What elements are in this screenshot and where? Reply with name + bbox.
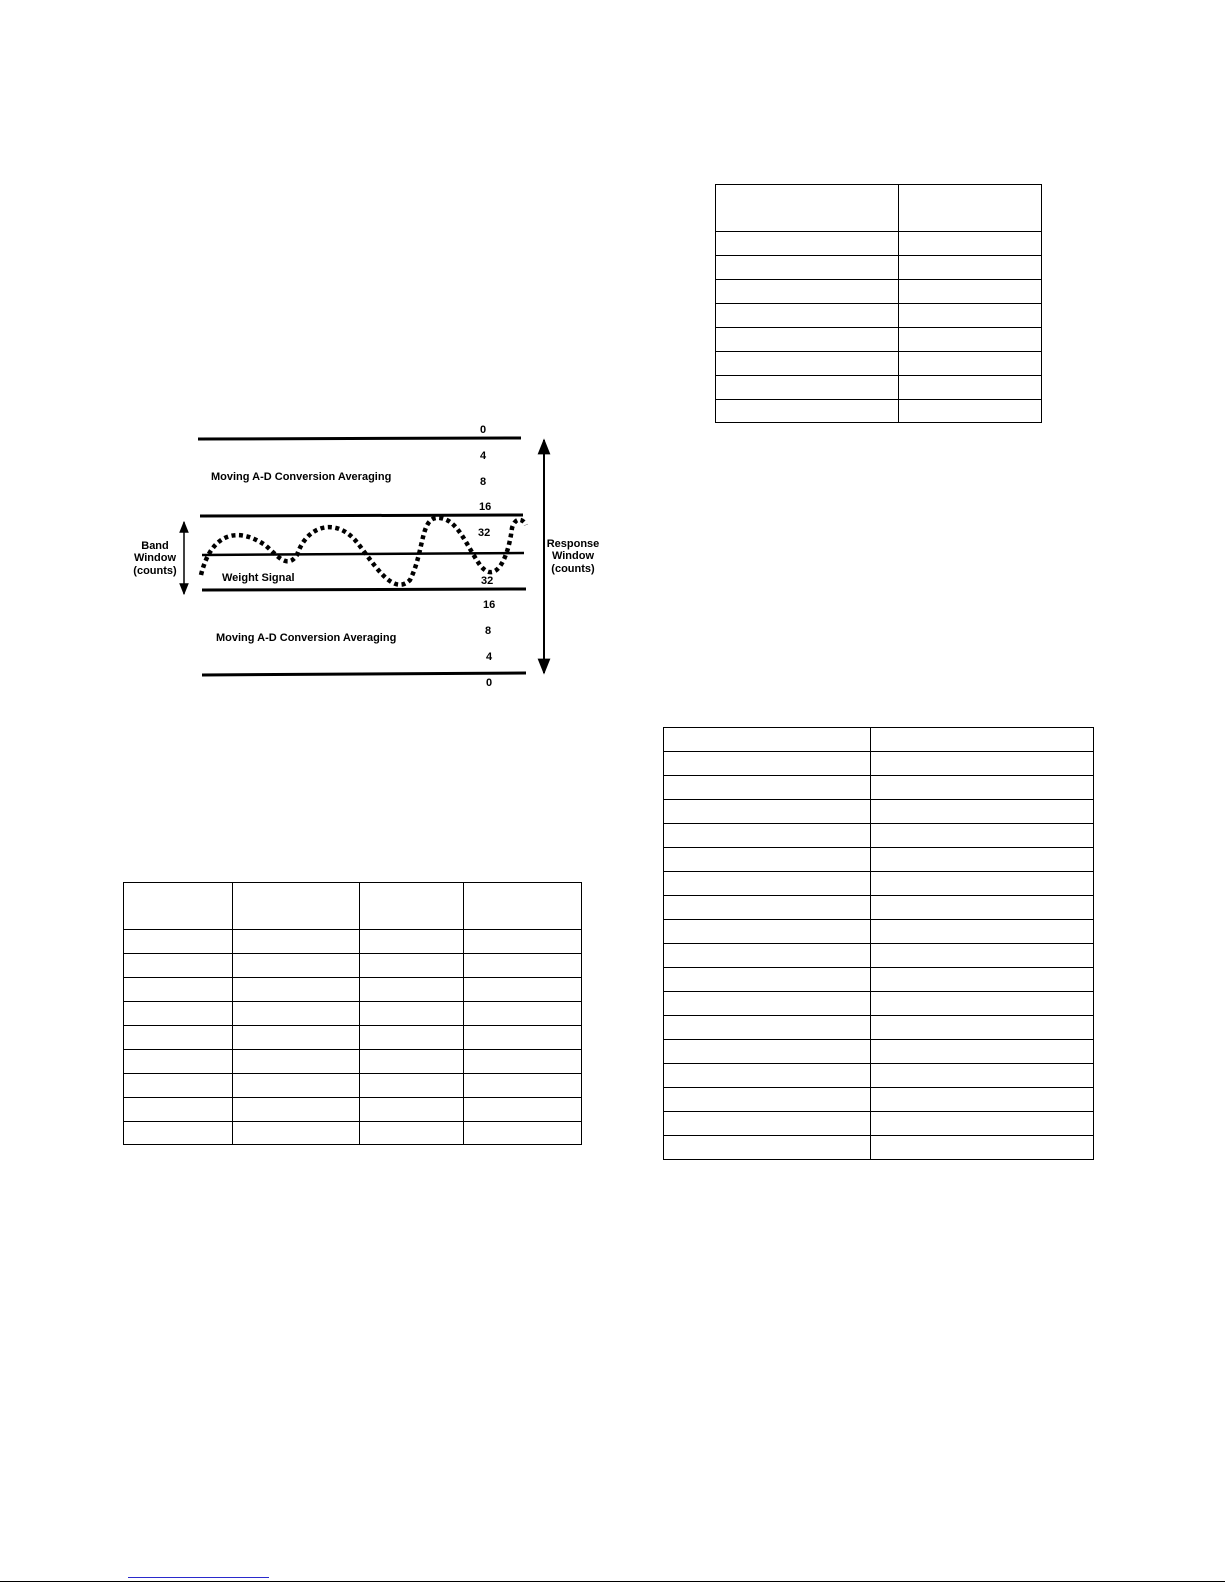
table-cell <box>899 256 1042 280</box>
band-window-label-line2: Window <box>133 552 177 564</box>
table-cell <box>664 1088 871 1112</box>
table-cell <box>664 824 871 848</box>
upper-scale-tick: 32 <box>478 527 491 539</box>
table-cell <box>899 328 1042 352</box>
table-cell <box>871 944 1094 968</box>
table-cell <box>664 968 871 992</box>
table-cell <box>871 896 1094 920</box>
response-window-label-line2: Window <box>551 550 595 562</box>
table-row <box>664 992 1094 1016</box>
table-cell <box>233 1002 360 1026</box>
bottom-boundary-line <box>202 673 526 675</box>
table-cell <box>124 1122 233 1145</box>
table-cell <box>716 185 899 232</box>
table-cell <box>464 1050 582 1074</box>
table-cell <box>871 1088 1094 1112</box>
table-a <box>715 184 1042 423</box>
table-cell <box>871 1064 1094 1088</box>
table-cell <box>871 1112 1094 1136</box>
upper-scale-tick: 4 <box>480 450 487 462</box>
table-row <box>664 1040 1094 1064</box>
table-cell <box>899 352 1042 376</box>
lower-scale-tick: 8 <box>485 625 492 637</box>
band-window-label-line1: Band <box>141 540 169 552</box>
table-row <box>664 872 1094 896</box>
table-cell <box>716 376 899 400</box>
table-cell <box>233 930 360 954</box>
table-cell <box>716 304 899 328</box>
table-cell <box>871 1040 1094 1064</box>
table-cell <box>464 1074 582 1098</box>
table-cell <box>899 376 1042 400</box>
table-row <box>716 232 1042 256</box>
table-cell <box>360 978 464 1002</box>
lower-scale-tick: 16 <box>483 599 496 611</box>
table-cell <box>464 883 582 930</box>
table-cell <box>899 185 1042 232</box>
weight-signal-label: Weight Signal <box>222 572 295 584</box>
table-row <box>664 1088 1094 1112</box>
table-cell <box>124 978 233 1002</box>
table-cell <box>664 920 871 944</box>
table-row <box>124 930 582 954</box>
table-row <box>664 752 1094 776</box>
table-row <box>664 1112 1094 1136</box>
table-cell <box>664 944 871 968</box>
table-cell <box>124 883 233 930</box>
table-cell <box>871 728 1094 752</box>
response-window-label-line1: Response <box>546 538 600 550</box>
table-cell <box>360 1050 464 1074</box>
table-cell <box>124 1050 233 1074</box>
table-cell <box>871 776 1094 800</box>
table-cell <box>124 1026 233 1050</box>
table-cell <box>664 1064 871 1088</box>
table-row <box>124 1002 582 1026</box>
table-row <box>664 848 1094 872</box>
table-cell <box>360 883 464 930</box>
table-row <box>124 1026 582 1050</box>
table-cell <box>664 776 871 800</box>
table-row <box>664 1064 1094 1088</box>
table-row <box>664 896 1094 920</box>
lower-scale-tick: 32 <box>481 575 494 587</box>
upper-band-line <box>200 515 523 516</box>
table-cell <box>360 1122 464 1145</box>
table-cell <box>124 954 233 978</box>
table-row <box>664 776 1094 800</box>
table-row <box>664 920 1094 944</box>
upper-scale-tick: 8 <box>480 476 487 488</box>
table-cell <box>664 1016 871 1040</box>
lower-scale-tick: 0 <box>486 677 493 689</box>
band-window-label-line3: (counts) <box>133 565 177 577</box>
table-cell <box>664 1040 871 1064</box>
table-cell <box>360 954 464 978</box>
table-cell <box>464 954 582 978</box>
table-cell <box>233 1050 360 1074</box>
table-b <box>123 882 582 1145</box>
table-cell <box>899 400 1042 423</box>
table-cell <box>716 352 899 376</box>
table-cell <box>664 1136 871 1160</box>
table-cell <box>233 1026 360 1050</box>
table-cell <box>124 930 233 954</box>
table-cell <box>233 1074 360 1098</box>
table-row <box>716 304 1042 328</box>
table-cell <box>233 978 360 1002</box>
table-cell <box>664 848 871 872</box>
table-cell <box>360 930 464 954</box>
table-cell <box>664 1112 871 1136</box>
table-cell <box>899 280 1042 304</box>
table-row <box>664 1136 1094 1160</box>
table-cell <box>871 800 1094 824</box>
table-cell <box>360 1002 464 1026</box>
table-cell <box>716 256 899 280</box>
table-cell <box>871 992 1094 1016</box>
table-cell <box>233 954 360 978</box>
table-cell <box>871 824 1094 848</box>
table-cell <box>124 1074 233 1098</box>
table-cell <box>899 304 1042 328</box>
table-cell <box>664 728 871 752</box>
table-row <box>664 824 1094 848</box>
table-row <box>664 944 1094 968</box>
table-row <box>716 376 1042 400</box>
table-cell <box>664 992 871 1016</box>
table-cell <box>871 920 1094 944</box>
table-cell <box>233 1098 360 1122</box>
lower-region-label: Moving A-D Conversion Averaging <box>216 632 397 644</box>
table-row <box>664 1016 1094 1040</box>
table-cell <box>360 1098 464 1122</box>
table-cell <box>464 1026 582 1050</box>
lower-band-line <box>202 589 526 590</box>
table-cell <box>464 978 582 1002</box>
table-row <box>124 1074 582 1098</box>
table-cell <box>716 280 899 304</box>
table-cell <box>464 1002 582 1026</box>
table-cell <box>233 883 360 930</box>
table-cell <box>124 1002 233 1026</box>
table-cell <box>871 848 1094 872</box>
table-row <box>124 1122 582 1145</box>
table-cell <box>664 872 871 896</box>
table-c <box>663 727 1094 1160</box>
footer-link-underline[interactable] <box>128 1577 269 1578</box>
table-cell <box>871 752 1094 776</box>
table-cell <box>871 872 1094 896</box>
table-row <box>124 1050 582 1074</box>
table-row <box>716 352 1042 376</box>
table-cell <box>233 1122 360 1145</box>
table-row <box>716 400 1042 423</box>
table-cell <box>716 328 899 352</box>
table-cell <box>360 1074 464 1098</box>
upper-region-label: Moving A-D Conversion Averaging <box>211 471 392 483</box>
table-cell <box>899 232 1042 256</box>
table-header-row <box>716 185 1042 232</box>
table-cell <box>464 1098 582 1122</box>
lower-scale-tick: 4 <box>486 651 493 663</box>
table-cell <box>871 1136 1094 1160</box>
page-bottom-rule <box>0 1581 1225 1582</box>
table-cell <box>716 232 899 256</box>
table-row <box>124 954 582 978</box>
table-row <box>664 968 1094 992</box>
table-header-row <box>124 883 582 930</box>
table-cell <box>124 1098 233 1122</box>
table-cell <box>664 896 871 920</box>
table-cell <box>664 800 871 824</box>
table-cell <box>464 930 582 954</box>
table-row <box>124 1098 582 1122</box>
table-cell <box>664 752 871 776</box>
table-cell <box>464 1122 582 1145</box>
upper-scale-tick: 16 <box>479 501 492 513</box>
table-row <box>124 978 582 1002</box>
top-boundary-line <box>198 438 521 439</box>
table-row <box>716 280 1042 304</box>
table-row <box>716 256 1042 280</box>
table-row <box>716 328 1042 352</box>
upper-scale-tick: 0 <box>480 424 487 436</box>
table-row <box>664 728 1094 752</box>
table-cell <box>871 1016 1094 1040</box>
table-cell <box>871 968 1094 992</box>
table-cell <box>360 1026 464 1050</box>
table-cell <box>716 400 899 423</box>
response-window-label-line3: (counts) <box>551 563 595 575</box>
table-row <box>664 800 1094 824</box>
